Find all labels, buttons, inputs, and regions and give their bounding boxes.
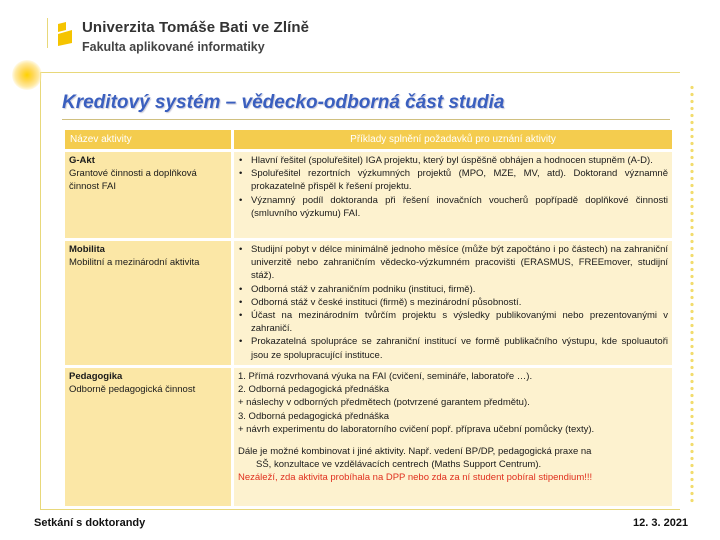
decorative-line — [40, 72, 680, 73]
column-header-activity: Název aktivity — [65, 130, 231, 149]
activity-description: Grantové činnosti a doplňková činnost FAI — [69, 168, 197, 193]
decorative-circle — [12, 60, 42, 90]
activity-cell — [65, 368, 231, 506]
pedagogy-line: + náslechy v odborných předmětech (potvrzené garantem předmětu). — [238, 397, 530, 409]
table-row — [65, 368, 672, 506]
activity-cell — [65, 152, 231, 238]
utb-logo-icon — [56, 21, 74, 47]
bullet-item: • Významný podíl doktoranda při řešení inovačních voucherů popřípadě doplňkové činnosti (smluvního výzkumu) FAI. — [238, 194, 668, 220]
bullet-list — [238, 243, 668, 362]
decorative-line — [47, 18, 48, 48]
combination-note-continued: SŠ, konzultace ve vzdělávacích centrech (Maths Support Centrum). — [256, 459, 542, 471]
activity-name: Pedagogika — [69, 371, 123, 382]
decorative-line — [40, 509, 680, 510]
bullet-item: • Účast na mezinárodním tvůrčím projektu s výsledky publikovanými nebo prezentovanými v zahraničí. — [238, 309, 668, 335]
activity-description: Mobilitní a mezinárodní aktivita — [69, 257, 200, 269]
bullet-list — [238, 154, 668, 220]
decorative-dots — [689, 84, 695, 504]
column-header-examples: Příklady splnění požadavků pro uznání aktivity — [234, 130, 672, 149]
spacer — [238, 436, 668, 445]
activity-cell — [65, 241, 231, 365]
footer-event: Setkání s doktorandy — [34, 517, 146, 529]
credit-table — [62, 127, 675, 509]
slide-title: Kreditový systém – vědecko-odborná část studia — [62, 92, 505, 113]
pedagogy-line: 3. Odborná pedagogická přednáška — [238, 410, 390, 422]
activity-name: G-Akt — [69, 155, 95, 166]
examples-cell — [234, 241, 672, 365]
bullet-item: • Spoluřešitel rezortních výzkumných projektů (MPO, MZE, MV, atd). Doktorand významně prokazatelně přispěl k řešení projektu. — [238, 167, 668, 193]
decorative-line — [40, 72, 41, 510]
examples-cell — [234, 152, 672, 238]
combination-note: Dále je možné kombinovat i jiné aktivity. Např. vedení BP/DP, pedagogická praxe na — [238, 446, 592, 458]
table-row — [65, 152, 672, 238]
title-underline — [62, 119, 670, 120]
pedagogy-line: 1. Přímá rozvrhovaná výuka na FAI (cvičení, semináře, laboratoře …). — [238, 371, 533, 382]
footer-date: 12. 3. 2021 — [633, 517, 689, 529]
examples-cell — [234, 368, 672, 506]
activity-description: Odborně pedagogická činnost — [69, 384, 196, 396]
bullet-item: • Prokazatelná spolupráce se zahraniční institucí ve formě publikačního výstupu, kde spoluautoři jsou ze spolupracující instituce. — [238, 335, 668, 361]
activity-name: Mobilita — [69, 244, 105, 255]
faculty-name: Fakulta aplikované informatiky — [82, 40, 265, 54]
university-name: Univerzita Tomáše Bati ve Zlíně — [82, 19, 310, 36]
bullet-item: • Hlavní řešitel (spoluřešitel) IGA projektu, který byl úspěšně obhájen a hodnocen stupněm (A-D). — [238, 154, 668, 167]
warning-note: Nezáleží, zda aktivita probíhala na DPP nebo zda za ní student pobíral stipendium!!! — [238, 472, 593, 484]
bullet-item: • Studijní pobyt v délce minimálně jednoho měsíce (může být započtáno i po částech) na zahraniční univerzitě nebo zahraničním vědecko-výzkumném pracovišti (ERASMUS, FREEmover, studijní stáž). — [238, 243, 668, 283]
pedagogy-line: 2. Odborná pedagogická přednáška — [238, 384, 390, 396]
bullet-item: • Odborná stáž v české instituci (firmě) s mezinárodní působností. — [238, 296, 668, 309]
table-row — [65, 241, 672, 365]
table-header-row — [65, 130, 672, 149]
bullet-item: • Odborná stáž v zahraničním podniku (instituci, firmě). — [238, 283, 668, 296]
pedagogy-line: + návrh experimentu do laboratorního cvičení popř. příprava učební pomůcky (texty). — [238, 423, 595, 435]
